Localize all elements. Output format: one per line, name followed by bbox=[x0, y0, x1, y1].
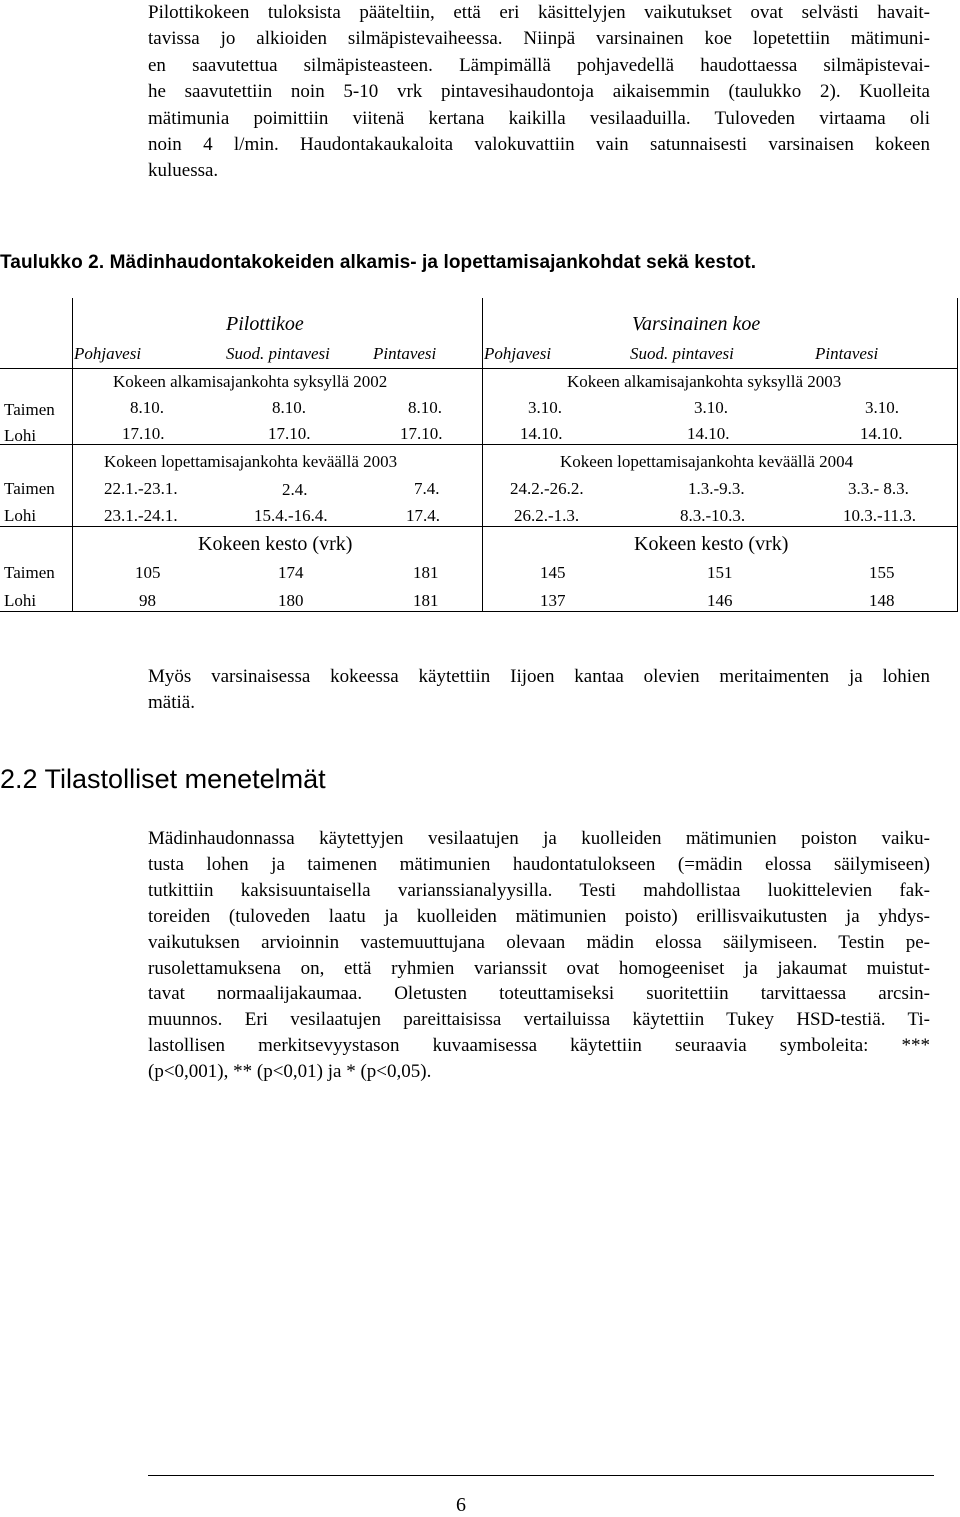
table-cell: 8.10. bbox=[408, 398, 442, 417]
table-cell: 3.10. bbox=[528, 398, 562, 417]
group-header-main: Varsinainen koe bbox=[632, 313, 761, 335]
table-cell: 155 bbox=[869, 563, 895, 582]
table-caption: Taulukko 2. Mädinhaudontakokeiden alkamis- ja lopettamisajankohdat sekä kestot. bbox=[0, 252, 757, 273]
text-line: lastollisen merkitsevyystason kuvaamisessa käytettiin seuraavia symboleita: *** bbox=[148, 1035, 930, 1057]
table-rule-section-1 bbox=[0, 444, 958, 445]
table-rule-section-2 bbox=[0, 526, 958, 527]
table-cell: 151 bbox=[707, 563, 733, 582]
group-header-pilot: Pilottikoe bbox=[226, 313, 304, 335]
text-line: tavissa jo alkioiden silmäpistevaiheessa. Niinpä varsinainen koe lopetettiin mätimuni- bbox=[148, 28, 930, 50]
column-header: Pohjavesi bbox=[74, 344, 142, 363]
table-cell: 8.10. bbox=[130, 398, 164, 417]
table-cell: 181 bbox=[413, 563, 439, 582]
table-cell: 105 bbox=[135, 563, 161, 582]
text-line: noin 4 l/min. Haudontakaukaloita valokuvattiin vain satunnaisesti varsinaisen kokeen bbox=[148, 134, 930, 156]
table-cell: 8.10. bbox=[272, 398, 306, 417]
column-header: Suod. pintavesi bbox=[630, 344, 734, 363]
row-label: Taimen bbox=[4, 400, 55, 419]
table-cell: 14.10. bbox=[687, 424, 730, 443]
table-cell: 17.10. bbox=[400, 424, 443, 443]
column-header: Pintavesi bbox=[373, 344, 437, 363]
table-cell: 10.3.-11.3. bbox=[843, 506, 917, 525]
section-heading: 2.2 Tilastolliset menetelmät bbox=[0, 764, 326, 794]
table-rule-left bbox=[72, 298, 73, 612]
row-label: Lohi bbox=[4, 426, 37, 445]
table-cell: 7.4. bbox=[414, 479, 440, 498]
row-label: Lohi bbox=[4, 506, 37, 525]
column-header: Pohjavesi bbox=[484, 344, 552, 363]
table-cell: 23.1.-24.1. bbox=[104, 506, 178, 525]
table-cell: 14.10. bbox=[520, 424, 563, 443]
table-cell: 15.4.-16.4. bbox=[254, 506, 328, 525]
table-cell: 24.2.-26.2. bbox=[510, 479, 584, 498]
text-line: en saavutettua silmäpisteasteen. Lämpimällä pohjavedellä haudottaessa silmäpistevai- bbox=[148, 54, 930, 76]
section-title: Kokeen kesto (vrk) bbox=[198, 533, 353, 555]
row-label: Lohi bbox=[4, 591, 37, 610]
text-line: (p<0,001), ** (p<0,01) ja * (p<0,05). bbox=[148, 1061, 432, 1083]
table-cell: 3.10. bbox=[694, 398, 728, 417]
table-rule-header bbox=[0, 368, 958, 369]
table-cell: 1.3.-9.3. bbox=[688, 479, 745, 498]
text-line: tavat normaalijakaumaa. Oletusten toteuttamiseksi suoritettiin tarvittaessa arcsin- bbox=[148, 983, 930, 1005]
column-header: Pintavesi bbox=[815, 344, 879, 363]
column-header: Suod. pintavesi bbox=[226, 344, 330, 363]
text-line: tutkittiin kaksisuuntaisella varianssianalyysilla. Testi mahdollistaa luokittelevien fak- bbox=[148, 879, 930, 901]
section-title: Kokeen alkamisajankohta syksyllä 2002 bbox=[113, 372, 388, 391]
text-line: he saavutettiin noin 5-10 vrk pintavesihaudontoja aikaisemmin (taulukko 2). Kuolleita bbox=[148, 81, 930, 103]
data-table bbox=[0, 298, 960, 614]
text-line: toreiden (tuloveden laatu ja kuolleiden mätimunien poisto) erillisvaikutusten ja yhdys- bbox=[148, 905, 930, 927]
text-line: muunnos. Eri vesilaatujen pareittaisissa vertailuissa käytettiin Tukey HSD-testiä. Ti- bbox=[148, 1009, 930, 1031]
table-cell: 180 bbox=[278, 591, 304, 610]
table-cell: 98 bbox=[139, 591, 156, 610]
table-cell: 17.10. bbox=[268, 424, 311, 443]
row-label: Taimen bbox=[4, 479, 55, 498]
paragraph-2 bbox=[148, 664, 930, 717]
table-cell: 8.3.-10.3. bbox=[680, 506, 746, 525]
footer-rule bbox=[148, 1475, 934, 1476]
table-cell: 3.10. bbox=[865, 398, 899, 417]
row-label: Taimen bbox=[4, 563, 55, 582]
section-title: Kokeen alkamisajankohta syksyllä 2003 bbox=[567, 372, 842, 391]
table-cell: 146 bbox=[707, 591, 733, 610]
table-cell: 3.3.- 8.3. bbox=[848, 479, 909, 498]
text-line: mätimunia poimittiin viitenä kertana kaikilla vesilaaduilla. Tuloveden virtaama oli bbox=[148, 107, 930, 129]
table-cell: 2.4. bbox=[282, 480, 308, 499]
text-line: mätiä. bbox=[148, 692, 195, 714]
text-line: Pilottikokeen tuloksista pääteltiin, että eri käsittelyjen vaikutukset ovat selvästi havait- bbox=[148, 2, 930, 23]
table-cell: 17.10. bbox=[122, 424, 165, 443]
section-title: Kokeen lopettamisajankohta keväällä 2004 bbox=[560, 452, 854, 471]
intro-paragraph bbox=[148, 0, 930, 185]
text-line: Mädinhaudonnassa käytettyjen vesilaatujen ja kuolleiden mätimunien poiston vaiku- bbox=[148, 828, 930, 849]
section-title: Kokeen lopettamisajankohta keväällä 2003 bbox=[104, 452, 398, 471]
text-line: vaikutuksen arvioinnin vastemuuttujana olevaan mädin elossa säilymiseen. Testin pe- bbox=[148, 931, 930, 953]
table-cell: 17.4. bbox=[406, 506, 440, 525]
text-line: tusta lohen ja taimenen mätimunien haudontatulokseen (=mädin elossa säilymiseen) bbox=[148, 853, 930, 875]
table-rule-bottom bbox=[0, 611, 958, 612]
table-cell: 148 bbox=[869, 591, 895, 610]
table-cell: 14.10. bbox=[860, 424, 903, 443]
section-title: Kokeen kesto (vrk) bbox=[634, 533, 789, 555]
table-cell: 145 bbox=[540, 563, 566, 582]
table-rule-right bbox=[957, 298, 958, 612]
text-line: Myös varsinaisessa kokeessa käytettiin Iijoen kantaa olevien meritaimenten ja lohien bbox=[148, 666, 930, 687]
table-cell: 181 bbox=[413, 591, 439, 610]
table-cell: 137 bbox=[540, 591, 566, 610]
table-cell: 26.2.-1.3. bbox=[514, 506, 580, 525]
paragraph-3 bbox=[148, 826, 930, 1085]
text-line: kuluessa. bbox=[148, 160, 219, 182]
page-number: 6 bbox=[456, 1494, 466, 1516]
table-rule-middle bbox=[482, 298, 483, 612]
table-cell: 174 bbox=[278, 563, 304, 582]
text-line: rusolettamuksena on, että ryhmien varianssit ovat homogeeniset ja jakaumat muistut- bbox=[148, 957, 930, 979]
table-cell: 22.1.-23.1. bbox=[104, 479, 178, 498]
